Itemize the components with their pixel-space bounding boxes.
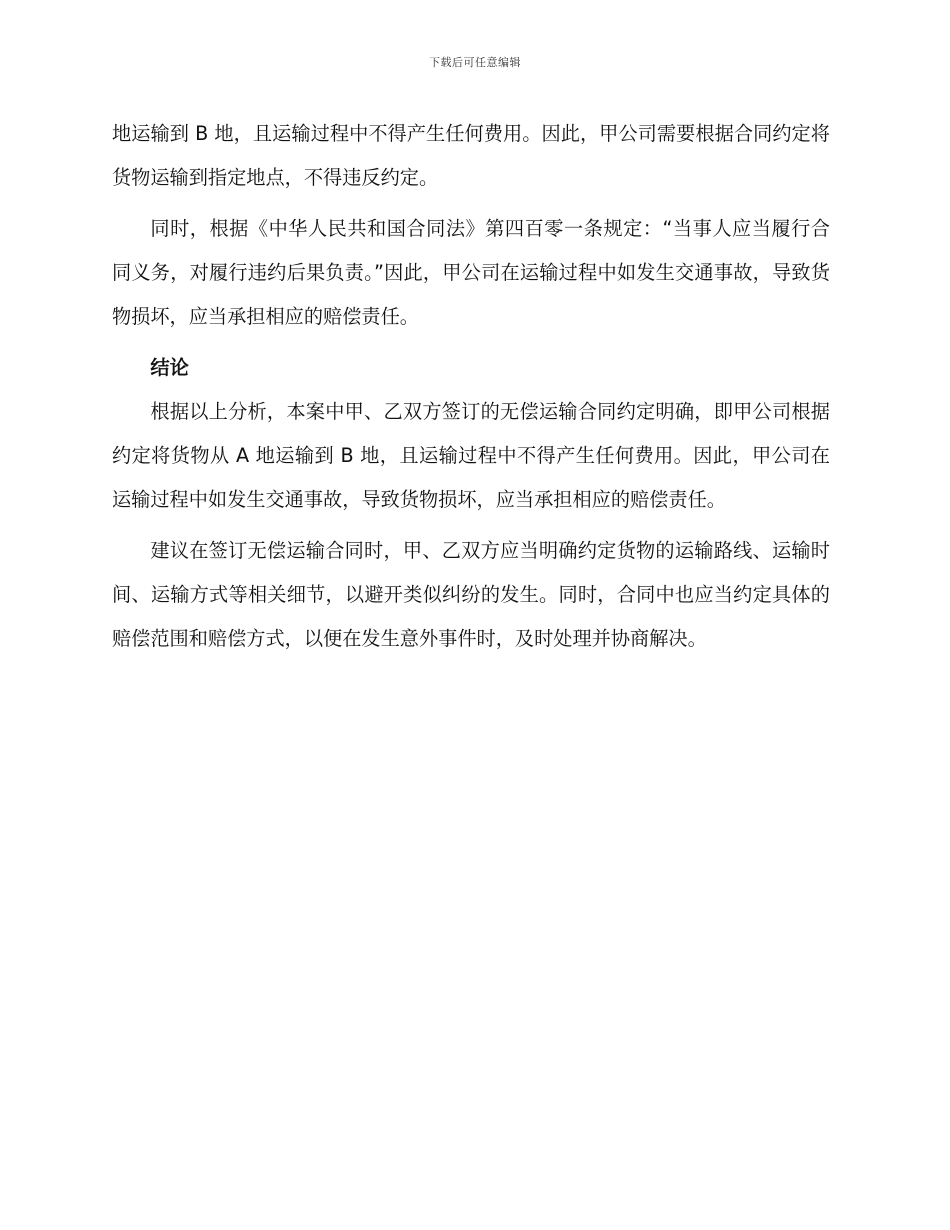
paragraph-contract-law: 同时，根据《中华人民共和国合同法》第四百零一条规定：“当事人应当履行合同义务，对履行违约后果负责。”因此，甲公司在运输过程中如发生交通事故，导致货物损坏，应当承担相应的赔偿责任。 <box>112 217 830 328</box>
paragraph-continued: 地运输到 B 地，且运输过程中不得产生任何费用。因此，甲公司需要根据合同约定将货物运输到指定地点，不得违反约定。 <box>112 122 830 189</box>
page-header-note: 下载后可任意编辑 <box>429 56 521 69</box>
paragraph-conclusion-analysis: 根据以上分析，本案中甲、乙双方签订的无偿运输合同约定明确，即甲公司根据约定将货物从 A 地运输到 B 地，且运输过程中不得产生任何费用。因此，甲公司在运输过程中如发生交通事故，导致货物损坏，应当承担相应的赔偿责任。 <box>112 400 830 511</box>
paragraph-conclusion-suggestion: 建议在签订无偿运输合同时，甲、乙双方应当明确约定货物的运输路线、运输时间、运输方式等相关细节，以避开类似纠纷的发生。同时，合同中也应当约定具体的赔偿范围和赔偿方式，以便在发生意外事件时，及时处理并协商解决。 <box>112 539 830 650</box>
section-heading-conclusion: 结论 <box>150 356 189 379</box>
document-body <box>112 112 830 661</box>
